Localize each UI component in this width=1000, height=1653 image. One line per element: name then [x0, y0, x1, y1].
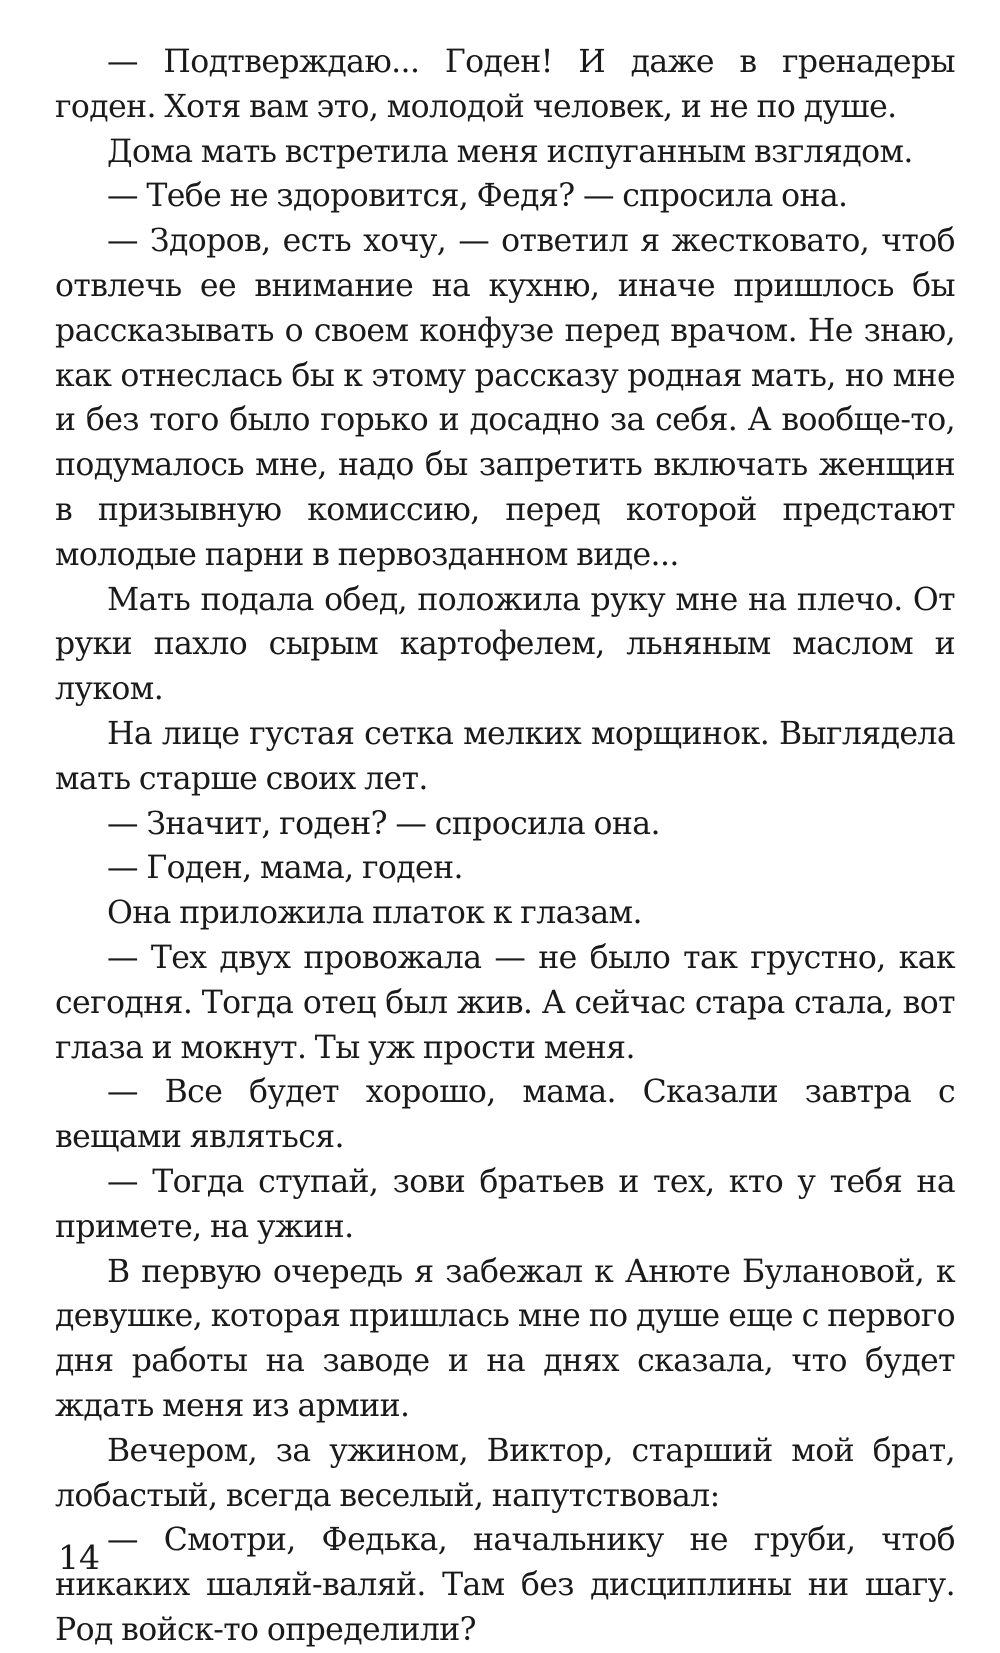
paragraph: — Все будет хорошо, мама. Сказали завтра с вещами являться. — [55, 1074, 955, 1156]
paragraph: В первую очередь я забежал к Анюте Булановой, к девушке, которая пришлась мне по душе еще с первого дня работы на заводе и на днях сказала, что будет ждать меня из армии. — [55, 1253, 955, 1424]
paragraph: Мать подала обед, положила руку мне на плечо. От руки пахло сырым картофелем, льняным маслом и луком. — [55, 581, 955, 708]
paragraph: Она приложила платок к глазам. — [107, 895, 642, 932]
paragraph: — Смотри, Федька, начальнику не груби, чтоб никаких шаляй-валяй. Там без дисциплины ни шагу. Род войск-то определили? — [55, 1522, 955, 1648]
paragraph: — Тебе не здоровится, Федя? — спросила она. — [107, 178, 848, 215]
page-number: 14 — [58, 1538, 100, 1577]
paragraph: Дома мать встретила меня испуганным взглядом. — [107, 133, 913, 170]
paragraph: — Тех двух провожала — не было так грустно, как сегодня. Тогда отец был жив. А сейчас стара стала, вот глаза и мокнут. Ты уж прости меня. — [55, 939, 955, 1066]
body-text — [55, 40, 955, 1653]
paragraph: — Тогда ступай, зови братьев и тех, кто у тебя на примете, на ужин. — [55, 1163, 955, 1245]
paragraph: — Подтверждаю... Годен! И даже в гренадеры годен. Хотя вам это, молодой человек, и не по душе. — [55, 44, 955, 125]
paragraph: На лице густая сетка мелких морщинок. Выглядела мать старше своих лет. — [55, 715, 955, 797]
paragraph: — Значит, годен? — спросила она. — [107, 805, 660, 842]
paragraph: — Здоров, есть хочу, — ответил я жестковато, чтоб отвлечь ее внимание на кухню, иначе пришлось бы рассказывать о своем конфузе перед врачом. Не знаю, как отнеслась бы к этому рассказу родная мать, но мне и без того было горько и досадно за себя. А вообще-то, подумалось мне, надо бы запретить включать женщин в призывную комиссию, перед которой предстают молодые парни в первозданном виде... — [55, 223, 955, 573]
paragraph: Вечером, за ужином, Виктор, старший мой брат, лобастый, всегда веселый, напутствовал: — [55, 1432, 955, 1514]
paragraph: — Годен, мама, годен. — [107, 850, 463, 887]
